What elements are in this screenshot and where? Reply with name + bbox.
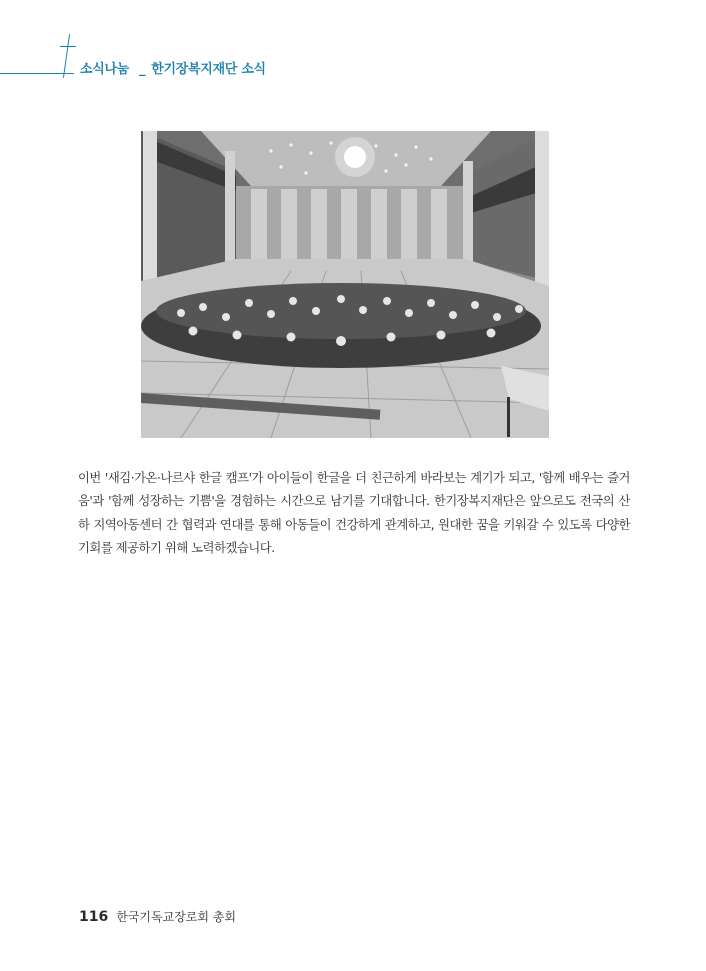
cross-ornament-horizontal <box>60 46 76 47</box>
page-number: 116 <box>79 909 109 925</box>
header-separator: _ <box>139 62 146 77</box>
cross-ornament-vertical <box>63 34 70 78</box>
group-photo-icon <box>141 131 549 438</box>
subsection-title: 한기장복지재단 소식 <box>151 62 266 77</box>
section-title: 소식나눔 <box>80 62 130 77</box>
article-paragraph: 이번 '새김·가온·나르샤 한글 캠프'가 아이들이 한글을 더 친근하게 바라보는 계기가 되고, '함께 배우는 즐거움'과 '함께 성장하는 기쁨'을 경험하는 시간으로 남기를 기대합니다. 한기장복지재단은 앞으로도 전국의 산하 지역아동센터 간 협력과 연대를 통해 아동들이 건강하게 관계하고, 원대한 꿈을 키워갈 수 있도록 다양한 기회를 제공하기 위해 노력하겠습니다. <box>78 471 630 556</box>
section-header <box>80 58 266 77</box>
group-photo <box>141 131 549 438</box>
page-footer <box>79 908 236 925</box>
publication-name: 한국기독교장로회 총회 <box>116 910 236 924</box>
